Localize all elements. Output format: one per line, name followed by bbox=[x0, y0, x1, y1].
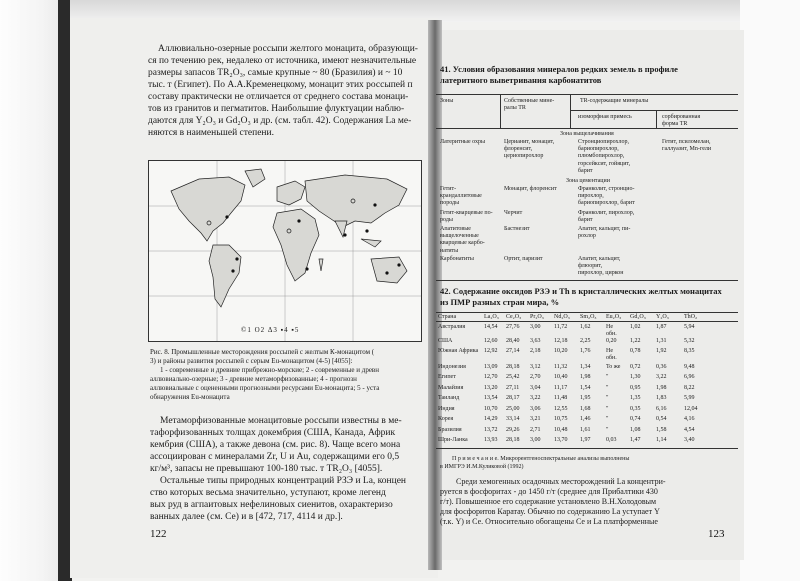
world-map-svg bbox=[149, 161, 421, 341]
table-42-cell: 4,16 bbox=[684, 416, 695, 422]
cell: Монацит, флоренсит bbox=[504, 186, 557, 192]
table-42-cell: 12,70 bbox=[484, 374, 498, 380]
table-42-cell: Таиланд bbox=[438, 395, 460, 401]
table-42-cell: 1,30 bbox=[630, 374, 641, 380]
table-42-cell: Не обн. bbox=[606, 324, 617, 338]
table-42-cell: 12,92 bbox=[484, 348, 498, 354]
caption-line: 1 - современные и древние прибрежно-морские; 2 - современные и древн bbox=[160, 366, 379, 374]
table-42-cell: 1,98 bbox=[580, 374, 591, 380]
table-42-cell: 1,97 bbox=[580, 437, 591, 443]
table-42-cell: 10,48 bbox=[554, 426, 568, 433]
table-42-cell: 2,70 bbox=[530, 374, 541, 380]
table-42-cell: Южная Африка bbox=[438, 348, 479, 354]
table-42-cell: Шри-Ланка bbox=[438, 437, 468, 443]
text-line: вых руд в агпаитовых нефелиновых сиенитов, охарактеризо bbox=[150, 500, 393, 510]
table-42-cell: Корея bbox=[438, 416, 454, 422]
cell: Гетит, псиломелан, галлуазит, Mn-гели bbox=[662, 139, 712, 153]
table-42-cell: " bbox=[606, 426, 609, 433]
table-rule bbox=[436, 312, 738, 313]
table-42-title: 42. Содержание оксидов РЗЭ и Th в кристаллических желтых монацитах bbox=[440, 286, 722, 296]
table-42-cell: 1,08 bbox=[630, 426, 641, 433]
table-42-note: П р и м е ч а н и е. Микрорентгеноспектральные анализы выполнены bbox=[452, 456, 630, 462]
table-42-cell: 13,93 bbox=[484, 437, 498, 443]
cell: Карбонатиты bbox=[440, 256, 474, 262]
table-42-cell: Не обн. bbox=[606, 348, 617, 362]
text-line: составу практически не отличается от среднего состава монаци- bbox=[148, 92, 409, 102]
table-42-cell: 5,32 bbox=[684, 337, 695, 344]
table-42-header: Eu₂O₃ bbox=[606, 314, 622, 320]
table-42-cell: 10,20 bbox=[554, 348, 568, 354]
table-42-cell: 1,34 bbox=[580, 363, 591, 370]
table-42-cell: 3,21 bbox=[530, 416, 541, 422]
table-42-cell: 3,00 bbox=[530, 324, 541, 330]
table-42-header: Ce₂O₃ bbox=[506, 314, 522, 320]
table-rule bbox=[436, 448, 738, 449]
text-line: Метаморфизованные монацитовые россыпи известны в ме- bbox=[160, 416, 402, 426]
map-legend-code: ©1 О2 Δ3 ▪4 ▪5 bbox=[241, 326, 300, 334]
cell: Церианит, монацит, флоренсит, цериопирохлор bbox=[504, 139, 555, 160]
table-42-cell: 27,11 bbox=[506, 384, 520, 391]
table-42-header: Pr₂O₃ bbox=[530, 314, 544, 320]
cell: Черчит bbox=[504, 210, 523, 216]
cell: Гетит-кварцевые по- роды bbox=[440, 210, 493, 224]
table-42-cell: 10,70 bbox=[484, 405, 498, 412]
table-42-cell: 1,83 bbox=[656, 395, 667, 401]
text-line: няются в наименьшей степени. bbox=[148, 128, 274, 138]
table-42-cell: 0,35 bbox=[630, 405, 641, 412]
table-42-cell: 8,35 bbox=[684, 348, 695, 354]
table-42-cell: 1,02 bbox=[630, 324, 641, 330]
table-42-cell: 27,76 bbox=[506, 324, 520, 330]
table-42-cell: 5,99 bbox=[684, 395, 695, 401]
cell: Франколит, стронцио- пирохлор, бариопирохлор, барит bbox=[578, 186, 635, 207]
table-42-cell: " bbox=[606, 405, 609, 412]
table-42-cell: 0,03 bbox=[606, 437, 617, 443]
table-42-cell: 1,92 bbox=[656, 348, 667, 354]
table-42-cell: 3,63 bbox=[530, 337, 541, 344]
page-number-left: 122 bbox=[150, 528, 167, 540]
text-line: тафорфизованных толщах докембрия (США, Канада, Африк bbox=[150, 428, 396, 438]
table-42-header: Страна bbox=[438, 314, 457, 320]
table-42-cell: 13,70 bbox=[554, 437, 568, 443]
table-42-cell: Австралия bbox=[438, 324, 466, 330]
table-42-cell: 1,35 bbox=[630, 395, 641, 401]
cell: Франколит, пирохлор, барит bbox=[578, 210, 635, 224]
table-42-cell: 28,18 bbox=[506, 363, 520, 370]
table-42-cell: Малайзия bbox=[438, 384, 464, 391]
th-sorbed: сорбированная форма TR bbox=[662, 114, 701, 128]
cell: Апатит, кальцит, пи- рохлор bbox=[578, 226, 631, 240]
table-42-cell: То же bbox=[606, 363, 621, 370]
table-42-cell: 1,95 bbox=[580, 395, 591, 401]
table-42-header: ThO₂ bbox=[684, 314, 698, 320]
table-42-cell: 28,17 bbox=[506, 395, 520, 401]
table-42-cell: 0,20 bbox=[606, 337, 617, 344]
table-rule bbox=[656, 110, 657, 128]
text-line: для фосфоритов Каратау. Обычно по содержанию La уступает Y bbox=[440, 507, 660, 516]
table-42-cell: 13,09 bbox=[484, 363, 498, 370]
table-42-cell: 0,54 bbox=[656, 416, 667, 422]
cell: Гетит- крандаллитовые породы bbox=[440, 186, 482, 207]
table-42-cell: 12,60 bbox=[484, 337, 498, 344]
table-42-cell: 1,98 bbox=[656, 384, 667, 391]
table-42-cell: 5,94 bbox=[684, 324, 695, 330]
table-42-cell: США bbox=[438, 337, 453, 344]
table-42-cell: 2,71 bbox=[530, 426, 541, 433]
table-42-cell: 1,46 bbox=[580, 416, 591, 422]
table-42-cell: 0,95 bbox=[630, 384, 641, 391]
table-42-cell: 6,16 bbox=[656, 405, 667, 412]
table-42-cell: 10,40 bbox=[554, 374, 568, 380]
table-42-header: Gd₂O₃ bbox=[630, 314, 646, 320]
table-42-note-cont: в ИМГРЭ И.М.Куликовой (1992) bbox=[440, 464, 524, 470]
table-42-cell: 3,06 bbox=[530, 405, 541, 412]
table-41-title-cont: латеритного выветривания карбонатитов bbox=[440, 75, 602, 85]
table-42-cell: 14,54 bbox=[484, 324, 498, 330]
table-42-header: La₂O₃ bbox=[484, 314, 499, 320]
table-42-cell: 1,31 bbox=[656, 337, 667, 344]
text-line: кг/м³, запасы не превышают 100-180 тыс. т TR₂O₃ [4055]. bbox=[150, 464, 383, 474]
table-rule bbox=[436, 94, 738, 95]
table-42-cell: 9,48 bbox=[684, 363, 695, 370]
text-line: Аллювиально-озерные россыпи желтого монацита, образующи- bbox=[158, 44, 418, 54]
table-42-cell: 1,61 bbox=[580, 426, 591, 433]
table-42-cell: Бразилия bbox=[438, 426, 462, 433]
page-number-right: 123 bbox=[708, 528, 725, 540]
world-map-figure bbox=[148, 160, 422, 342]
table-42-cell: Египет bbox=[438, 374, 456, 380]
th-tr-minerals: TR-содержащие минералы bbox=[580, 98, 649, 104]
table-42-cell: 1,62 bbox=[580, 324, 591, 330]
table-42-cell: 8,22 bbox=[684, 384, 695, 391]
table-42-cell: 12,55 bbox=[554, 405, 568, 412]
table-42-cell: 1,54 bbox=[580, 384, 591, 391]
table-42-cell: 29,26 bbox=[506, 426, 520, 433]
table-42-cell: 3,22 bbox=[530, 395, 541, 401]
table-rule bbox=[436, 280, 738, 281]
caption-line: Рис. 8. Промышленные месторождения россыпей с желтым К-монацитом ( bbox=[150, 348, 375, 356]
caption-line: 3) и районы развития россыпей с серым Eu-монацитом (4-5) [4055]: bbox=[150, 357, 353, 365]
table-42-cell: " bbox=[606, 374, 609, 380]
table-42-cell: 0,72 bbox=[630, 363, 641, 370]
table-42-cell: 27,14 bbox=[506, 348, 520, 354]
cell: Ортит, паризит bbox=[504, 256, 543, 262]
table-42-cell: 6,96 bbox=[684, 374, 695, 380]
table-42-cell: Индия bbox=[438, 405, 455, 412]
table-42-cell: 1,87 bbox=[656, 324, 667, 330]
table-42-cell: 25,00 bbox=[506, 405, 520, 412]
table-42-cell: 1,58 bbox=[656, 426, 667, 433]
table-42-cell: 3,22 bbox=[656, 374, 667, 380]
text-line: ство которых весьма значительно, уступают, кроме легенд bbox=[150, 488, 386, 498]
text-line: ся по течению рек, недалеко от источника, имеют незначительные bbox=[148, 56, 417, 66]
text-line: (т.к. Y) и Се. Относительно обогащены Се и La платформенные bbox=[440, 517, 658, 526]
th-own-minerals: Собственные мине- ралы TR bbox=[504, 98, 555, 112]
table-42-cell: " bbox=[606, 384, 609, 391]
table-42-cell: 1,47 bbox=[630, 437, 641, 443]
table-42-cell: Индонезия bbox=[438, 363, 466, 370]
text-line: ассоциирован с минералами Zr, U и Au, содержащими его 0,5 bbox=[150, 452, 400, 462]
table-42-cell: " bbox=[606, 416, 609, 422]
table-rule bbox=[570, 94, 571, 128]
text-line: даются для Y₂O₃ и Gd₂O₃ и др. (см. табл. 42). Содержания La ме- bbox=[148, 116, 412, 126]
text-line: тов из гранитов и пегматитов. Наибольшие флуктуации наблю- bbox=[148, 104, 405, 114]
zone-leaching: Зона выщелачивания bbox=[560, 131, 614, 137]
table-rule bbox=[500, 94, 501, 128]
table-42-cell: 0,74 bbox=[630, 416, 641, 422]
caption-line: аллювиально-озерные; 3 - древние метаморфизованные; 4 - прогнозн bbox=[150, 375, 357, 383]
zone-cementation: Зона цементации bbox=[566, 178, 610, 184]
cell: Стронциопирохлор, бариопирохлор, плюмбопирохлор, горсейксит, гойяцит, барит bbox=[578, 139, 631, 174]
table-42-cell: 0,78 bbox=[630, 348, 641, 354]
th-isomorphic: изоморфная примесь bbox=[578, 114, 632, 120]
table-rule bbox=[570, 110, 738, 111]
table-42-cell: 1,68 bbox=[580, 405, 591, 412]
text-line: Среди хемогенных осадочных месторождений La концентри- bbox=[456, 477, 666, 486]
table-42-cell: 12,04 bbox=[684, 405, 698, 412]
table-42-cell: 3,00 bbox=[530, 437, 541, 443]
text-line: размеры запасов TR₂O₃, самые крупные ~ 80 (Бразилия) и ~ 10 bbox=[148, 68, 403, 78]
cell: Апатит, кальцит, флюорит, пирохлор, циркон bbox=[578, 256, 624, 277]
table-42-cell: 13,20 bbox=[484, 384, 498, 391]
table-42-cell: " bbox=[606, 395, 609, 401]
table-42-cell: 28,40 bbox=[506, 337, 520, 344]
table-42-cell: 12,18 bbox=[554, 337, 568, 344]
table-42-header: Sm₂O₃ bbox=[580, 314, 597, 320]
caption-line: аллювиальные с оцененными прогнозными ресурсами Eu-монацита; 5 - уста bbox=[150, 384, 380, 392]
table-42-cell: 3,12 bbox=[530, 363, 541, 370]
table-42-cell: 3,04 bbox=[530, 384, 541, 391]
table-42-cell: 11,17 bbox=[554, 384, 568, 391]
text-line: Остальные типы природных концентраций РЗЭ и La, концен bbox=[160, 476, 407, 486]
cell: Латеритные охры bbox=[440, 139, 485, 145]
text-line: тыс. т (Египет). По А.А.Кременецкому, монацит этих россыпей п bbox=[148, 80, 413, 90]
caption-line: обнаружения Eu-монацита bbox=[150, 393, 230, 401]
table-42-cell: 33,14 bbox=[506, 416, 520, 422]
table-42-cell: 25,42 bbox=[506, 374, 520, 380]
table-42-cell: 13,72 bbox=[484, 426, 498, 433]
table-42-cell: 11,32 bbox=[554, 363, 568, 370]
table-42-cell: 2,25 bbox=[580, 337, 591, 344]
table-42-cell: 14,29 bbox=[484, 416, 498, 422]
right-margin-background bbox=[740, 0, 800, 581]
table-42-cell: 4,54 bbox=[684, 426, 695, 433]
table-42-cell: 1,22 bbox=[630, 337, 641, 344]
table-42-cell: 13,54 bbox=[484, 395, 498, 401]
table-42-cell: 1,14 bbox=[656, 437, 667, 443]
table-42-cell: 28,18 bbox=[506, 437, 520, 443]
table-41-title: 41. Условия образования минералов редких земель в профиле bbox=[440, 64, 678, 74]
table-42-cell: 0,36 bbox=[656, 363, 667, 370]
table-42-cell: 11,48 bbox=[554, 395, 568, 401]
table-42-title-cont: из ПМР разных стран мира, % bbox=[440, 297, 560, 307]
text-line: г/т). Повышенное его содержание установлено В.Н.Холодовым bbox=[440, 497, 657, 506]
cell: Бастнезит bbox=[504, 226, 530, 232]
table-42-header: Nd₂O₃ bbox=[554, 314, 570, 320]
text-line: кембрия (США), а также девона (см. рис. 8). Чаще всего мона bbox=[150, 440, 401, 450]
table-42-cell: 3,40 bbox=[684, 437, 695, 443]
table-42-cell: 11,72 bbox=[554, 324, 568, 330]
table-42-header: Y₂O₃ bbox=[656, 314, 669, 320]
text-line: руется в фосфоритах - до 1450 г/т (среднее для Прибалтики 430 bbox=[440, 487, 658, 496]
table-42-cell: 10,75 bbox=[554, 416, 568, 422]
cell: Апатитовые выщелоченные кварцевые карбо- натиты bbox=[440, 226, 485, 254]
table-42-cell: 1,76 bbox=[580, 348, 591, 354]
table-42-cell: 2,18 bbox=[530, 348, 541, 354]
th-zones: Зоны bbox=[440, 98, 454, 104]
text-line: ванных далее (см. Се) и в [472, 717, 4114 и др.]. bbox=[150, 512, 343, 522]
